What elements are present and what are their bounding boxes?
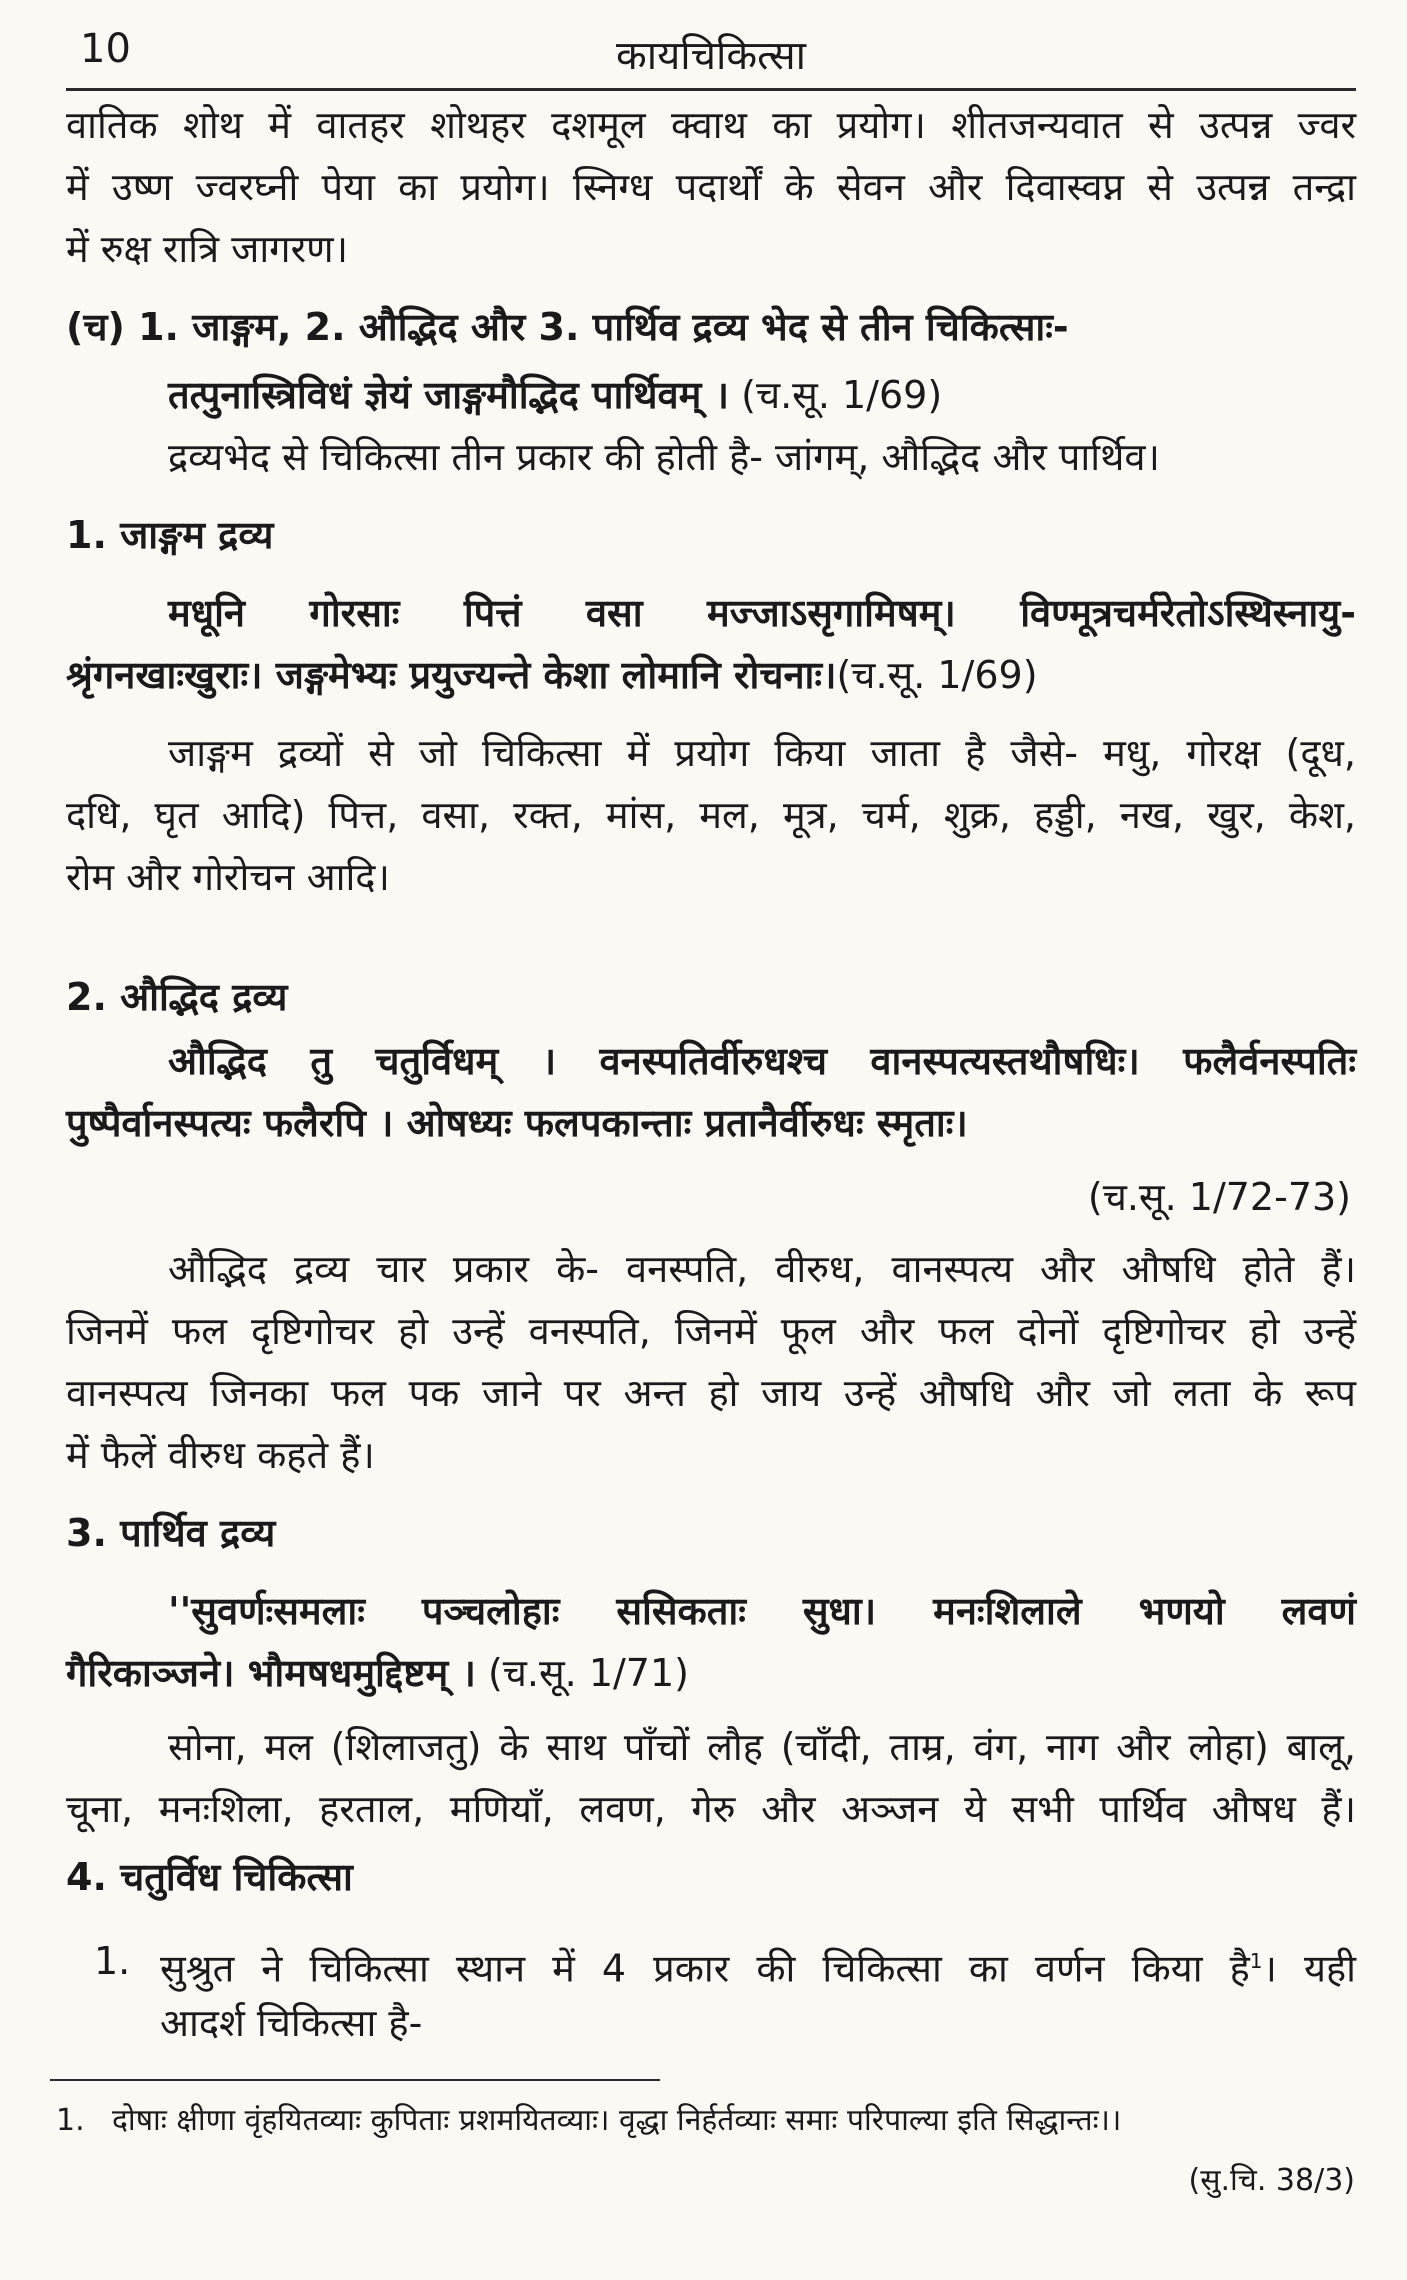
section-4-item-text: सुश्रुत ने चिकित्सा स्थान में 4 प्रकार की चिकित्सा का वर्णन किया है <box>160 1946 1250 1991</box>
section-cha-heading: (च) 1. जाङ्गम, 2. औद्भिद और 3. पार्थिव द्रव्य भेद से तीन चिकित्साः- <box>66 305 1069 349</box>
section-1-verse-ref: (च.सू. 1/69) <box>836 653 1038 697</box>
section-1-verse-text: श्रृंगनखाःखुराः। जङ्गमेभ्यः प्रयुज्यन्ते केशा लोमानि रोचनाः। <box>66 653 837 697</box>
section-1-exp-line-2: दधि, घृत आदि) पित्त, वसा, रक्त, मांस, मल, मूत्र, चर्म, शुक्र, हड्डी, नख, खुर, केश, <box>66 793 1356 837</box>
section-2-exp-line-1: औद्भिद द्रव्य चार प्रकार के- वनस्पति, वीरुध, वानस्पत्य और औषधि होते हैं। <box>168 1247 1356 1291</box>
section-cha-explanation: द्रव्यभेद से चिकित्सा तीन प्रकार की होती है- जांगम्, औद्भिद और पार्थिव। <box>168 435 1160 479</box>
running-title: कायचिकित्सा <box>616 33 806 79</box>
section-cha-verse-ref: (च.सू. 1/69) <box>741 373 943 417</box>
section-2-heading: 2. औद्भिद द्रव्य <box>66 975 288 1019</box>
footnote-ref: (सु.चि. 38/3) <box>1188 2163 1355 2198</box>
section-cha-verse-text: तत्पुनास्त्रिविधं ज्ञेयं जाङ्गमौद्भिद पार्थिवम् । <box>168 373 730 417</box>
section-2-verse-line-1: औद्भिद तु चतुर्विधम् । वनस्पतिर्वीरुधश्च वानस्पत्यस्तथौषधिः। फलैर्वनस्पतिः <box>168 1039 1356 1083</box>
footnote-text: दोषाः क्षीणा वृंहयितव्याः कुपिताः प्रशमयितव्याः। वृद्धा निर्हर्तव्याः समाः परिपाल्या इति सिद्धान्तः।। <box>112 2103 1122 2138</box>
section-3-verse-ref: (च.सू. 1/71) <box>487 1651 689 1695</box>
section-3-verse-line-1: ''सुवर्णःसमलाः पञ्चलोहाः ससिकताः सुधा। मनःशिलाले भणयो लवणं <box>168 1589 1356 1633</box>
footnote-marker: 1 <box>1249 1949 1263 1973</box>
section-3-heading: 3. पार्थिव द्रव्य <box>66 1511 276 1555</box>
section-1-verse-line-2 <box>66 644 1038 706</box>
section-4-item-tail: । यही <box>1262 1946 1357 1991</box>
section-2-exp-line-3: वानस्पत्य जिनका फल पक जाने पर अन्त हो जाय उन्हें औषधि और जो लता के रूप <box>66 1371 1356 1415</box>
section-1-exp-line-3: रोम और गोरोचन आदि। <box>66 855 390 899</box>
section-4-heading: 4. चतुर्विध चिकित्सा <box>66 1855 353 1899</box>
section-1-verse-line-1: मधूनि गोरसाः पित्तं वसा मज्जाऽसृगामिषम्। विण्मूत्रचर्मरेतोऽस्थिस्नायु- <box>168 591 1356 635</box>
footnote-rule <box>50 2079 660 2081</box>
section-3-verse-line-2 <box>66 1642 689 1704</box>
intro-line-2: में उष्ण ज्वरघ्नी पेया का प्रयोग। स्निग्ध पदार्थों के सेवन और दिवास्वप्न से उत्पन्न तन्द्रा <box>66 165 1356 209</box>
section-2-verse-ref: (च.सू. 1/72-73) <box>1087 1175 1351 1219</box>
section-3-exp-line-2: चूना, मनःशिला, हरताल, मणियाँ, लवण, गेरु और अञ्जन ये सभी पार्थिव औषध हैं। <box>66 1787 1356 1831</box>
section-4-item-number: 1. <box>94 1939 131 1983</box>
intro-line-3: में रुक्ष रात्रि जागरण। <box>66 227 348 271</box>
section-1-exp-line-1: जाङ्गम द्रव्यों से जो चिकित्सा में प्रयोग किया जाता है जैसे- मधु, गोरक्ष (दूध, <box>168 731 1356 775</box>
section-3-exp-line-1: सोना, मल (शिलाजतु) के साथ पाँचों लौह (चाँदी, ताम्र, वंग, नाग और लोहा) बालू, <box>168 1725 1356 1769</box>
section-2-exp-line-4: में फैलें वीरुध कहते हैं। <box>66 1433 375 1477</box>
section-2-exp-line-2: जिनमें फल दृष्टिगोचर हो उन्हें वनस्पति, जिनमें फूल और फल दोनों दृष्टिगोचर हो उन्हें <box>66 1309 1356 1353</box>
footnote-number: 1. <box>56 2103 85 2138</box>
section-2-verse-line-2: पुष्पैर्वानस्पत्यः फलैरपि । ओषध्यः फलपकान्ताः प्रतानैर्वीरुधः स्मृताः। <box>66 1101 968 1145</box>
intro-line-1: वातिक शोथ में वातहर शोथहर दशमूल क्वाथ का प्रयोग। शीतजन्यवात से उत्पन्न ज्वर <box>66 103 1356 147</box>
section-4-item-line-1 <box>160 1930 1356 2000</box>
page-number: 10 <box>80 26 131 72</box>
section-cha-verse <box>168 364 942 426</box>
section-4-item-line-2: आदर्श चिकित्सा है- <box>160 2001 423 2045</box>
section-3-verse-text: गैरिकाञ्जने। भौमषधमुद्दिष्टम् । <box>66 1651 476 1695</box>
section-1-heading: 1. जाङ्गम द्रव्य <box>66 513 274 557</box>
page-header <box>66 22 1356 91</box>
